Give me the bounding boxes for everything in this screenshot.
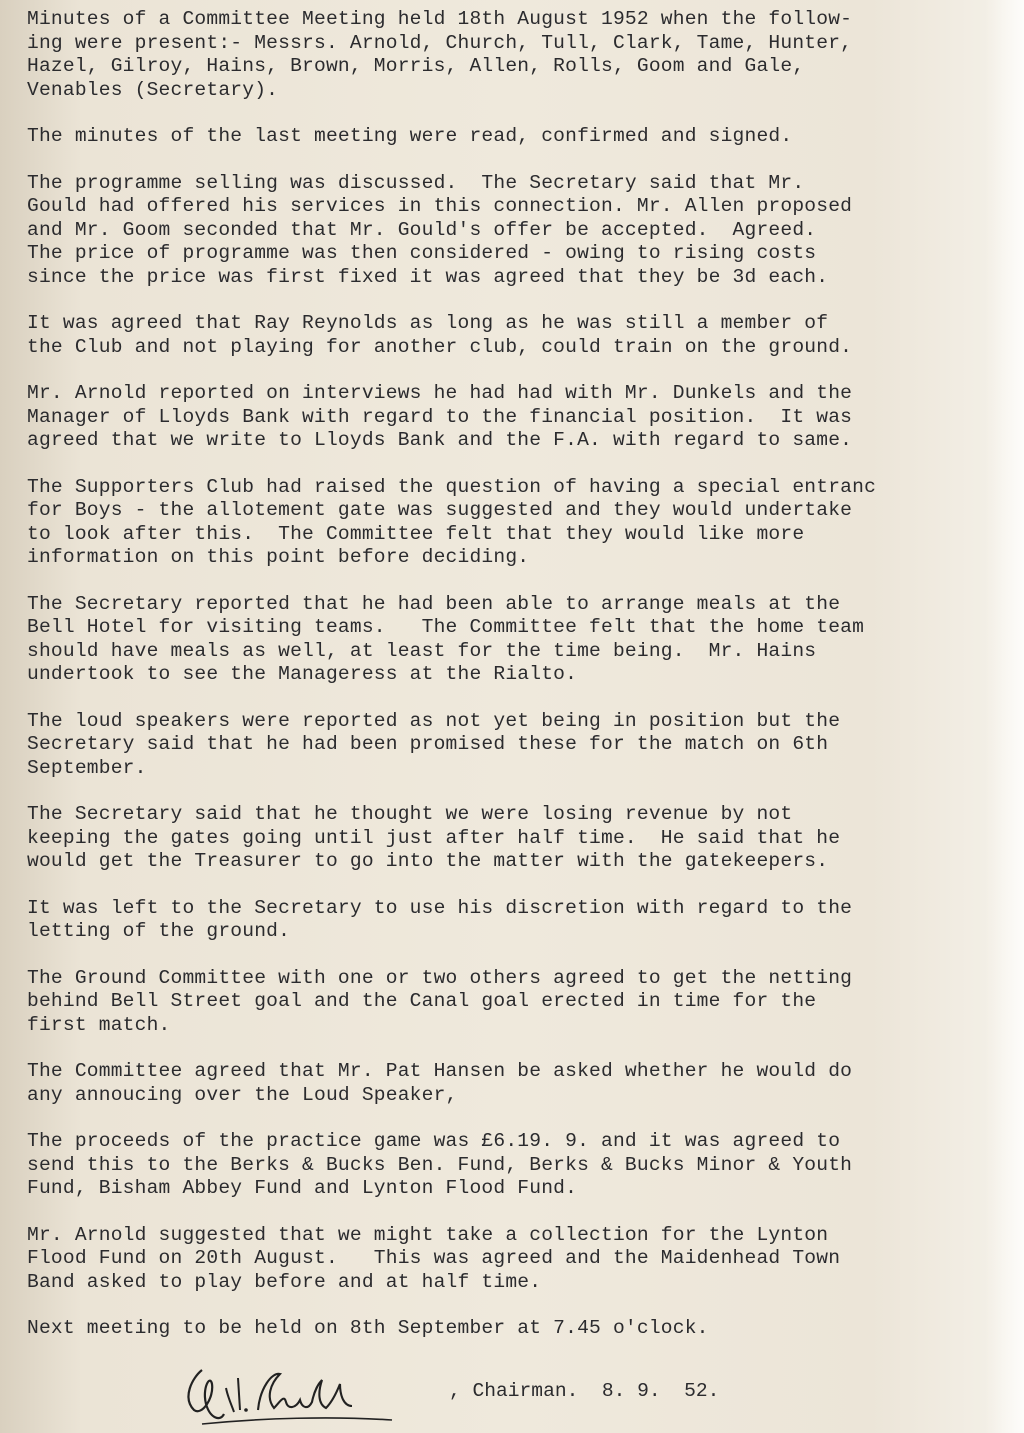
text-line: Flood Fund on 20th August. This was agreed and the Maidenhead Town <box>27 1247 841 1269</box>
text-line: and Mr. Goom seconded that Mr. Gould's offer be accepted. Agreed. <box>27 218 817 241</box>
minutes-paragraph <box>27 125 1002 149</box>
text-line: would get the Treasurer to go into the matter with the gatekeepers. <box>27 850 829 872</box>
text-line: ing were present:- Messrs. Arnold, Church, Tull, Clark, Tame, Hunter, <box>27 31 853 54</box>
text-line: September. <box>27 756 147 779</box>
text-line: the Club and not playing for another club, could train on the ground. <box>27 335 853 358</box>
minutes-body <box>27 8 1002 1430</box>
minutes-paragraph <box>27 1060 1002 1107</box>
text-line: Bell Hotel for visiting teams. The Committee felt that the home team <box>27 616 865 638</box>
text-line: Venables (Secretary). <box>27 78 279 101</box>
text-line: The Supporters Club had raised the question of having a special entranc <box>27 475 877 498</box>
text-line: Minutes of a Committee Meeting held 18th August 1952 when the follow- <box>27 8 853 30</box>
text-line: Gould had offered his services in this connection. Mr. Allen proposed <box>27 195 853 217</box>
text-line: Next meeting to be held on 8th September at 7.45 o'clock. <box>27 1317 709 1339</box>
minutes-paragraph <box>27 172 1002 290</box>
text-line: The Secretary said that he thought we were losing revenue by not <box>27 803 793 825</box>
text-line: information on this point before deciding. <box>27 546 530 568</box>
text-line: first match. <box>27 1013 171 1036</box>
text-line: The programme selling was discussed. The Secretary said that Mr. <box>27 171 805 194</box>
handwritten-signature <box>162 1358 437 1428</box>
text-line: agreed that we write to Lloyds Bank and the F.A. with regard to same. <box>27 429 853 451</box>
text-line: behind Bell Street goal and the Canal goal erected in time for the <box>27 990 817 1012</box>
text-line: The Ground Committee with one or two others agreed to get the netting <box>27 966 853 989</box>
text-line: Secretary said that he had been promised these for the match on 6th <box>27 733 829 755</box>
text-line: Hazel, Gilroy, Hains, Brown, Morris, Allen, Rolls, Goom and Gale, <box>27 55 805 77</box>
text-line: to look after this. The Committee felt that they would like more <box>27 522 805 545</box>
minutes-paragraph <box>27 1317 1002 1341</box>
text-line: letting of the ground. <box>27 920 291 942</box>
text-line: The minutes of the last meeting were read, confirmed and signed. <box>27 125 793 147</box>
text-line: Mr. Arnold suggested that we might take a collection for the Lynton <box>27 1223 829 1246</box>
text-line: The Committee agreed that Mr. Pat Hansen be asked whether he would do <box>27 1060 853 1082</box>
minutes-paragraph <box>27 382 1002 453</box>
minutes-paragraph <box>27 967 1002 1038</box>
text-line: It was left to the Secretary to use his discretion with regard to the <box>27 896 853 919</box>
text-line: for Boys - the allotement gate was suggested and they would undertake <box>27 499 853 521</box>
text-line: send this to the Berks & Bucks Ben. Fund, Berks & Bucks Minor & Youth <box>27 1153 853 1176</box>
minutes-paragraph <box>27 593 1002 687</box>
text-line: The price of programme was then considered - owing to rising costs <box>27 242 817 264</box>
chairman-signoff: , Chairman. 8. 9. 52. <box>449 1379 720 1402</box>
text-line: should have meals as well, at least for the time being. Mr. Hains <box>27 639 817 662</box>
text-line: Manager of Lloyds Bank with regard to the financial position. It was <box>27 405 853 428</box>
text-line: The loud speakers were reported as not yet being in position but the <box>27 709 841 732</box>
minutes-paragraph <box>27 710 1002 781</box>
minutes-paragraph <box>27 476 1002 570</box>
text-line: Mr. Arnold reported on interviews he had had with Mr. Dunkels and the <box>27 382 853 404</box>
text-line: undertook to see the Manageress at the Rialto. <box>27 663 578 685</box>
minutes-paragraph <box>27 1130 1002 1201</box>
text-line: any annoucing over the Loud Speaker, <box>27 1083 458 1106</box>
text-line: keeping the gates going until just after half time. He said that he <box>27 826 841 849</box>
text-line: The Secretary reported that he had been able to arrange meals at the <box>27 592 841 615</box>
minutes-paragraph <box>27 312 1002 359</box>
text-line: since the price was first fixed it was agreed that they be 3d each. <box>27 265 829 288</box>
text-line: Fund, Bisham Abbey Fund and Lynton Flood Fund. <box>27 1177 578 1199</box>
text-line: It was agreed that Ray Reynolds as long as he was still a member of <box>27 312 829 334</box>
signature-row <box>27 1358 1002 1430</box>
text-line: The proceeds of the practice game was £6.19. 9. and it was agreed to <box>27 1130 841 1152</box>
minutes-paragraph <box>27 897 1002 944</box>
text-line: Band asked to play before and at half time. <box>27 1270 542 1293</box>
minutes-paragraph <box>27 803 1002 874</box>
minutes-paragraph <box>27 8 1002 102</box>
minutes-paragraph <box>27 1224 1002 1295</box>
